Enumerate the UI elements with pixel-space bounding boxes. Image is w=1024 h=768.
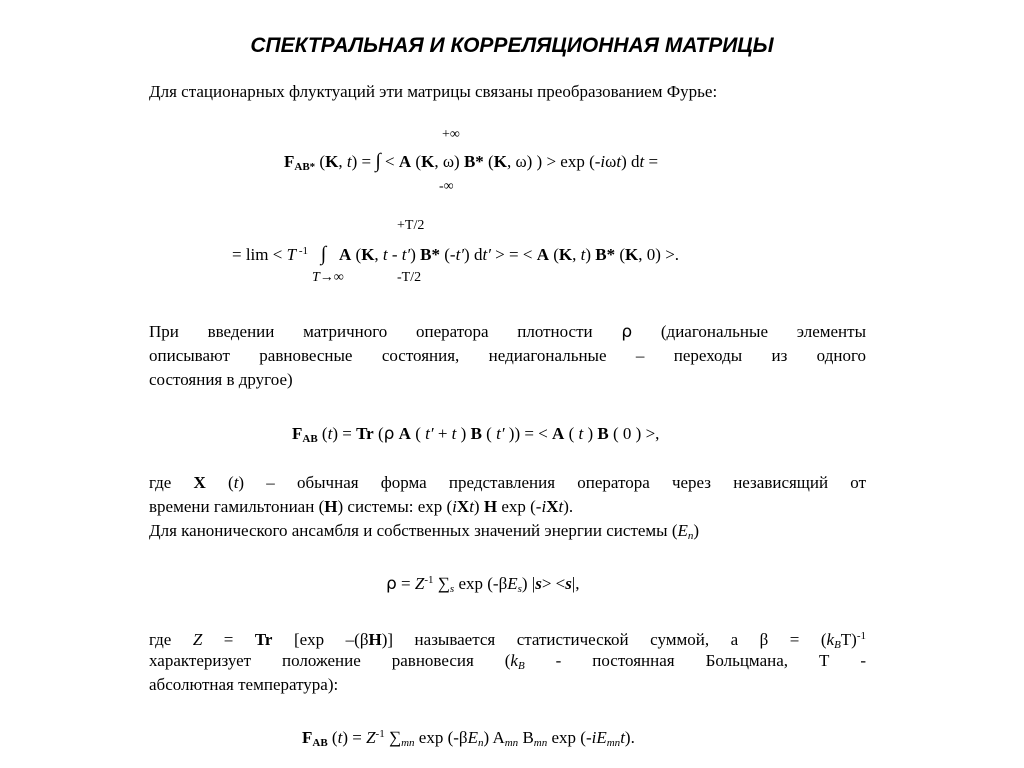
density-operator-line-3: состояния в другое) (149, 370, 293, 389)
eq2-upper-limit: +T/2 (397, 218, 425, 233)
integral-icon-2: ∫ (320, 243, 327, 265)
canonical-ensemble-line: Для канонического ансамбля и собственных значений энергии системы $(E_n)$ (149, 521, 700, 542)
integral-icon: ∫ (375, 150, 381, 172)
limit-equation: = lim < T $^{-1}$ ∫ A (K, t - t′) B* (-t′) dt′ > = < A (K, t) B* (K, 0) >. (232, 243, 680, 265)
density-operator-line-1: При введении матричного оператора плотности ρ (диагональные элементы (149, 322, 866, 342)
sum-icon: ∑ (437, 574, 450, 593)
representation-line-2: времени гамильтониан (H) системы: exp (iXt) H exp (-iXt). (149, 497, 574, 516)
eq1-lower-limit: -∞ (439, 179, 454, 194)
eq2-lower-limit: -T/2 (397, 270, 422, 285)
fourier-equation: $F_{AB*}$ (K, t) = ∫ < A (K, ω) B* (K, ω) ) > exp (-iωt) dt = (284, 150, 659, 173)
eq2-limit-subscript: T→∞ (312, 270, 344, 285)
representation-line-1: где X (t) – обычная форма представления оператора через независящий от (149, 473, 866, 492)
partition-line-2: характеризует положение равновесия ($k_B$ - постоянная Больцмана, Т - (149, 651, 866, 672)
correlation-equation: $F_{AB}$ (t) = Tr (ρ A ( t′ + t ) B ( t′ )) = < A ( t ) B ( 0 ) >, (292, 424, 660, 445)
density-matrix-equation: $\rho = Z^{-1}$ $\sum_s$ $\exp (-\beta E_s)$ |s> <s|, (386, 574, 580, 595)
partition-line-3: абсолютная температура): (149, 675, 339, 694)
intro-text: Для стационарных флуктуаций эти матрицы связаны преобразованием Фурье: (149, 82, 718, 101)
density-operator-line-2: описывают равновесные состояния, недиагональные – переходы из одного (149, 346, 866, 365)
partition-line-1: где Z = Tr [exp –(βH)] называется статистической суммой, а $\beta = (k_BT)^{-1}$ (149, 630, 867, 651)
page-title: СПЕКТРАЛЬНАЯ И КОРРЕЛЯЦИОННАЯ МАТРИЦЫ (250, 34, 774, 57)
spectral-sum-equation: $F_{AB}$ $(t) = Z^{-1}$ $\sum_{mn}$ $\exp (-\beta E_n)$ $A_{mn}$ $B_{mn}$ $\exp (-iE_{mn}t)$. (302, 728, 635, 749)
sum-icon-2: ∑ (388, 728, 402, 747)
eq1-upper-limit: +∞ (442, 127, 460, 142)
